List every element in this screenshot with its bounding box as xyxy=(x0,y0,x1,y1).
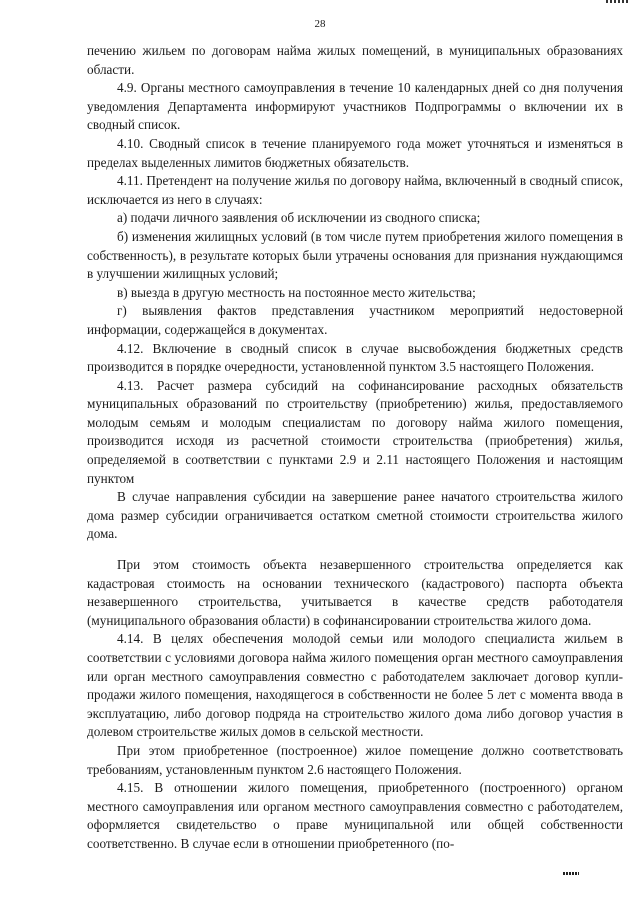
scan-mark-top xyxy=(606,0,630,3)
paragraph-4-13-subsidy: В случае направления субсидии на завершение ранее начатого строительства жилого дома размер субсидии ограничивается остатком сметной стоимости строительства жилого дома. xyxy=(87,489,623,542)
paragraph-4-15: 4.15. В отношении жилого помещения, приобретенного (построенного) органом местного самоуправления или органом местного самоуправления совместно с работодателем, оформляется свидетельство о праве муниципальной или общей собственности соответственно. В случае если в отношении приобретенного (по- xyxy=(87,780,623,851)
paragraph-4-11: 4.11. Претендент на получение жилья по договору найма, включенный в сводный список, исключается из него в случаях: xyxy=(87,173,623,207)
scan-mark-bottom xyxy=(563,872,579,875)
list-item-b: б) изменения жилищных условий (в том числе путем приобретения жилого помещения в собственность), в результате которых были утрачены основания для признания нуждающимся в улучшении жилищных условий; xyxy=(87,228,623,282)
paragraph-continuation: печению жильем по договорам найма жилых помещений, в муниципальных образованиях области. xyxy=(87,43,623,77)
list-item-a: а) подачи личного заявления об исключении из сводного списка; xyxy=(117,210,481,226)
document-body xyxy=(87,42,623,854)
paragraph-4-13: 4.13. Расчет размера субсидий на софинансирование расходных обязательств муниципальных образований по строительству (приобретению) жилья, предоставляемого молодым семьям и молодым специалистам по договору найма жилого помещения, производится исходя из расчетной стоимости строительства (приобретения) жилья, определяемой в соответствии с пунктами 2.9 и 2.11 настоящего Положения и настоящим пунктом xyxy=(87,377,623,486)
paragraph-4-14-requirements: При этом приобретенное (построенное) жилое помещение должно соответствовать требованиям, установленным пунктом 2.6 настоящего Положения. xyxy=(87,742,623,777)
list-item-v: в) выезда в другую местность на постоянное место жительства; xyxy=(117,284,476,300)
list-item-g: г) выявления фактов представления участником мероприятий недостоверной информации, содержащейся в документах. xyxy=(87,303,623,337)
paragraph-4-10: 4.10. Сводный список в течение планируемого года может уточняться и изменяться в пределах выделенных лимитов бюджетных обязательств. xyxy=(87,135,623,170)
paragraph-4-12: 4.12. Включение в сводный список в случае высвобождения бюджетных средств производится в порядке очередности, установленной пунктом 3.5 настоящего Положения. xyxy=(87,340,623,375)
paragraph-4-9: 4.9. Органы местного самоуправления в течение 10 календарных дней со дня получения уведомления Департамента информируют участников Подпрограммы о включении их в сводный список. xyxy=(87,80,623,133)
page-number: 28 xyxy=(314,18,326,30)
paragraph-4-13-cost: При этом стоимость объекта незавершенного строительства определяется как кадастровая стоимость на основании технического (кадастрового) паспорта объекта незавершенного строительства, учитывается в качестве средств работодателя (муниципального образования области) в софинансировании строительства жилого дома. xyxy=(87,557,623,628)
paragraph-4-14: 4.14. В целях обеспечения молодой семьи или молодого специалиста жильем в соответствии с условиями договора найма жилого помещения орган местного самоуправления или орган местного самоуправления совместно с работодателем заключает договор купли-продажи жилого помещения, находящегося в собственности не более 5 лет с момента ввода в эксплуатацию, либо договор подряда на строительство жилого дома либо договор участия в долевом строительстве жилых домов в сельской местности. xyxy=(87,631,623,740)
